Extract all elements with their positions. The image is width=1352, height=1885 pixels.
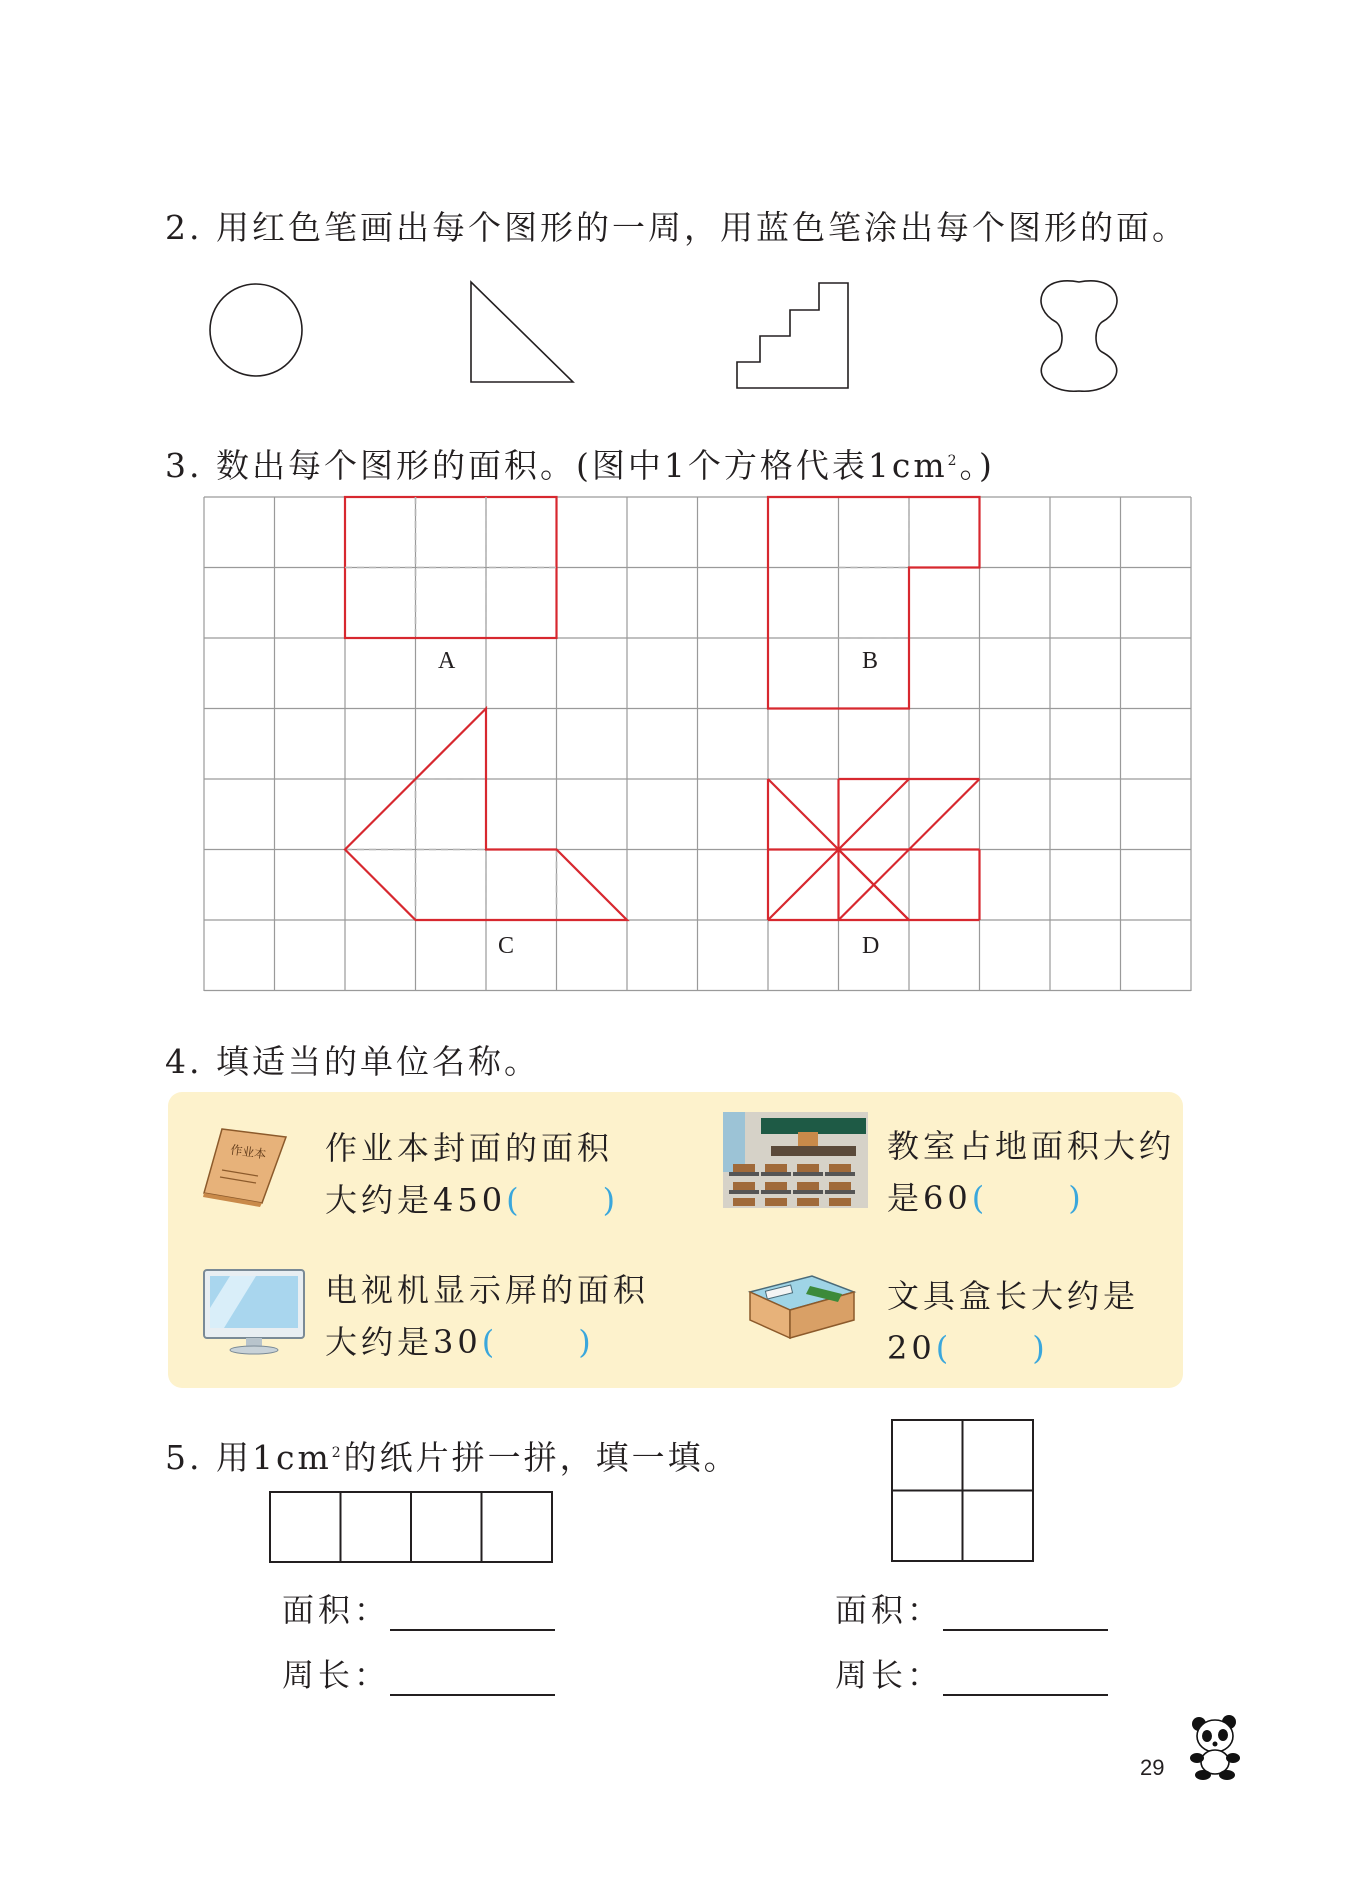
item-classroom-line1: 教室占地面积大约: [887, 1127, 1176, 1165]
label-c: C: [498, 933, 515, 959]
staircase-shape: [737, 283, 848, 388]
item-classroom-line2-row: [887, 1172, 1175, 1224]
label-b: B: [862, 648, 879, 674]
q5-title-end: 的纸片拼一拼，填一填。: [343, 1438, 740, 1477]
item-monitor-line2-row: [325, 1316, 649, 1368]
paren-open: (: [506, 1181, 523, 1219]
shape-c: [345, 709, 627, 921]
circle-shape: [210, 284, 302, 376]
question-3-title: [165, 440, 995, 487]
q5-title-sup: 2: [331, 1445, 344, 1461]
left-area-row: [282, 1585, 555, 1631]
item-pencil-case-line1: 文具盒长大约是: [887, 1277, 1140, 1315]
notebook-icon: [200, 1125, 290, 1207]
shape-d: [768, 779, 980, 920]
right-perimeter-row: [835, 1650, 1108, 1696]
area-answer-line[interactable]: [390, 1601, 555, 1631]
area-label: 面积：: [835, 1591, 944, 1629]
pencil-case-icon: [742, 1272, 857, 1342]
q5-title-main: 5. 用1cm: [165, 1438, 332, 1477]
grid-lines: [204, 497, 1191, 991]
four-squares-row: [268, 1490, 558, 1566]
question-2-title: 2. 用红色笔画出每个图形的一周，用蓝色笔涂出每个图形的面。: [165, 208, 1188, 247]
item-classroom-line2: 是60: [887, 1179, 972, 1217]
q3-title-end: 。): [959, 446, 995, 485]
item-monitor-line1: 电视机显示屏的面积: [325, 1271, 650, 1309]
perimeter-answer-line[interactable]: [943, 1666, 1108, 1696]
panda-icon: [1185, 1712, 1245, 1782]
q3-grid: [200, 495, 1196, 995]
item-classroom-text: [887, 1120, 1175, 1224]
item-pencil-case-text: [887, 1270, 1139, 1374]
item-pencil-case-line2: 20: [887, 1329, 936, 1367]
item-notebook-text: [325, 1122, 619, 1226]
classroom-icon: [723, 1112, 868, 1208]
paren-close: ): [602, 1181, 620, 1219]
four-squares-block: [890, 1418, 1038, 1566]
item-monitor-text: [325, 1264, 649, 1368]
monitor-icon: [200, 1268, 308, 1356]
area-answer-line[interactable]: [943, 1601, 1108, 1631]
peanut-shape: [1041, 281, 1117, 391]
question-4-title: 4. 填适当的单位名称。: [165, 1042, 540, 1081]
label-a: A: [438, 648, 456, 674]
right-area-row: [835, 1585, 1108, 1631]
q3-title-main: 3. 数出每个图形的面积。(图中1个方格代表1cm: [165, 446, 948, 485]
paren-close: ): [578, 1323, 595, 1361]
item-notebook-line2: 大约是450: [325, 1181, 507, 1219]
item-monitor-line2: 大约是30: [325, 1323, 482, 1361]
item-notebook-line2-row: [325, 1174, 619, 1226]
item-notebook-line1: 作业本封面的面积: [325, 1129, 614, 1167]
paren-open: (: [971, 1179, 989, 1217]
page-number: 29: [1140, 1755, 1165, 1780]
perimeter-label: 周长：: [282, 1656, 391, 1694]
perimeter-label: 周长：: [835, 1656, 944, 1694]
label-d: D: [862, 933, 880, 959]
paren-close: ): [1032, 1329, 1049, 1367]
notebook-label: 作业本: [229, 1142, 268, 1162]
shape-b: [768, 497, 980, 709]
paren-close: ): [1068, 1179, 1085, 1217]
perimeter-answer-line[interactable]: [390, 1666, 555, 1696]
item-pencil-case-line2-row: [887, 1322, 1139, 1374]
triangle-shape: [471, 282, 573, 382]
paren-open: (: [935, 1329, 953, 1367]
question-5-title: [165, 1432, 740, 1479]
area-label: 面积：: [282, 1591, 391, 1629]
paren-open: (: [481, 1323, 499, 1361]
q2-shapes: [0, 270, 1352, 410]
left-perimeter-row: [282, 1650, 555, 1696]
q3-title-sup: 2: [947, 453, 960, 469]
